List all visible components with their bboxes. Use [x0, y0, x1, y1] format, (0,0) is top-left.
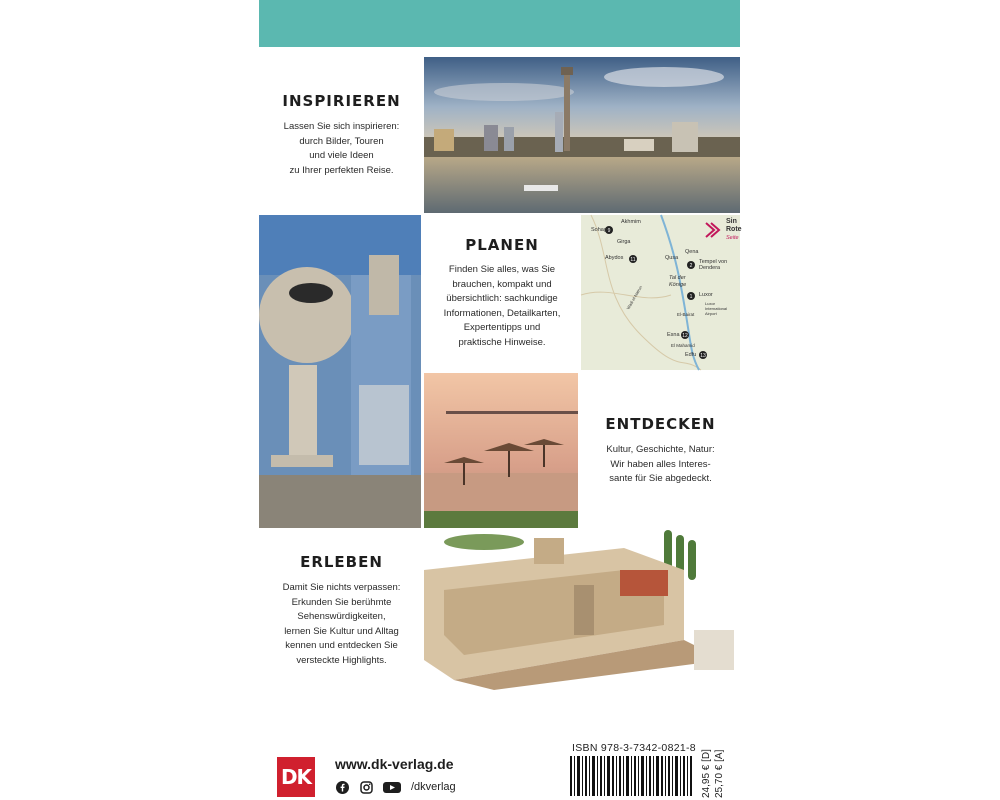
map-marker-number: 12: [682, 332, 688, 339]
map-marker-number: 2: [689, 262, 693, 269]
temple-relief-photo: [259, 215, 421, 528]
price-germany: 24,95 € [D]: [701, 749, 712, 798]
price-block: [699, 742, 729, 800]
teal-top-bar: [259, 0, 740, 47]
map-marker-number: 11: [630, 256, 636, 263]
facebook-icon[interactable]: [335, 780, 349, 794]
section-erleben: [259, 553, 424, 668]
youtube-icon[interactable]: [383, 780, 401, 794]
isbn-number: ISBN 978-3-7342-0821-8: [572, 742, 696, 754]
section-text: Damit Sie nichts verpassen: Erkunden Sie berühmte Sehenswürdigkeiten, lernen Sie Kultur und Alltag kennen und entdecken Sie versteckte Highlights.: [282, 582, 401, 666]
section-heading: INSPIRIEREN: [282, 92, 401, 110]
section-inspirieren: [259, 92, 424, 178]
beach-umbrellas-photo: [424, 373, 578, 528]
section-entdecken: [581, 415, 740, 487]
map-marker-number: 1: [689, 293, 693, 300]
map-labels: Akhmim Sohag Girga Qena Abydos Qusa Tempel von Dendera Tal der Könige Luxor Luxor International Airport Wadi el-Natrun El-Bairat Esna El Mahamid Edfu Sin Rote Seite: [591, 218, 742, 358]
section-heading: ENTDECKEN: [605, 415, 716, 433]
instagram-icon[interactable]: [359, 780, 373, 794]
section-heading: ERLEBEN: [300, 553, 383, 571]
social-links: [335, 780, 456, 794]
section-text: Lassen Sie sich inspirieren: durch Bilder, Touren und viele Ideen zu Ihrer perfekten Reise.: [283, 121, 400, 176]
price-austria: 25,70 € [A]: [714, 749, 725, 798]
region-map: [581, 215, 740, 370]
map-marker-number: 13: [700, 352, 706, 359]
cairo-skyline-photo: [424, 57, 740, 213]
section-text: Finden Sie alles, was Sie brauchen, kompakt und übersichtlich: sachkundige Informationen, Detailkarten, Expertentipps und praktische Hinweise.: [443, 264, 561, 348]
publisher-url[interactable]: www.dk-verlag.de: [335, 756, 454, 772]
map-marker-number: 9: [607, 227, 611, 234]
barcode: [570, 756, 692, 796]
social-handle[interactable]: /dkverlag: [411, 781, 456, 793]
section-text: Kultur, Geschichte, Natur: Wir haben alles Interes- sante für Sie abgedeckt.: [606, 444, 715, 484]
dk-logo: DK: [277, 757, 315, 797]
section-planen: [424, 236, 580, 350]
section-heading: PLANEN: [465, 236, 539, 254]
monastery-illustration: [424, 530, 740, 690]
back-cover: [259, 0, 740, 800]
